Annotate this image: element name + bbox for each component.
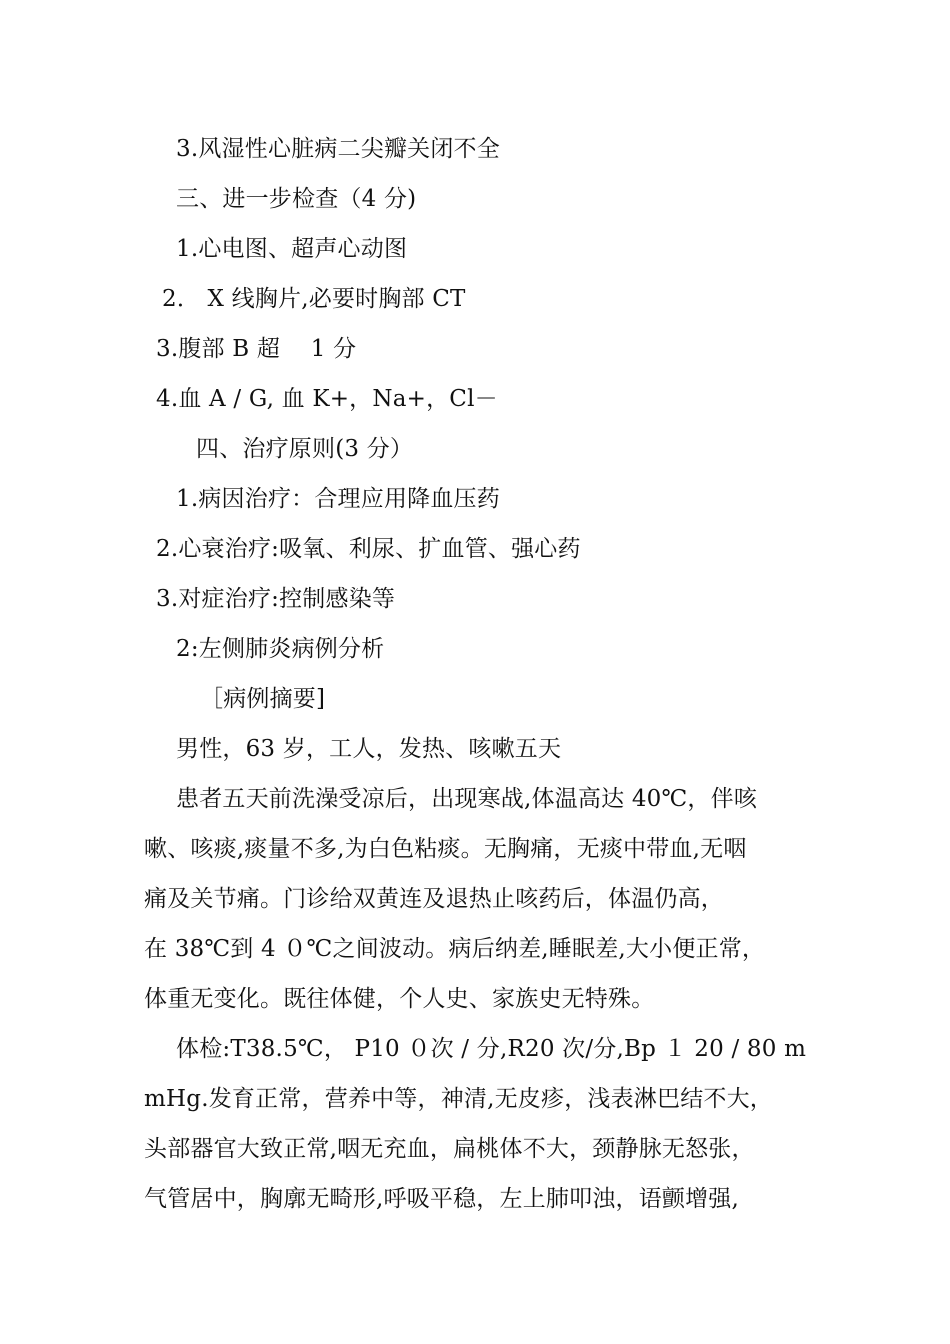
paragraph-exam-line-4: 气管居中，胸廓无畸形,呼吸平稳，左上肺叩浊，语颤增强,: [144, 1186, 740, 1212]
case-title: 2:左侧肺炎病例分析: [176, 636, 385, 662]
paragraph-history-line-5: 体重无变化。既往体健，个人史、家族史无特殊。: [144, 986, 655, 1012]
text-line-10: 3.对症治疗:控制感染等: [156, 586, 396, 612]
text-line-3: 1.心电图、超声心动图: [176, 236, 408, 262]
text-line-1: 3.风湿性心脏病二尖瓣关闭不全: [176, 136, 500, 162]
case-summary-heading: ［病例摘要]: [200, 686, 326, 712]
paragraph-exam-line-1: 体检:T38.5℃， P10 ０次 / 分,R20 次/分,Bp １ 20 / 80 m: [176, 1036, 807, 1062]
paragraph-history-line-4: 在 38℃到 4 ０℃之间波动。病后纳差,睡眠差,大小便正常，: [144, 936, 766, 962]
text-line-9: 2.心衰治疗:吸氧、利尿、扩血管、强心药: [156, 536, 581, 562]
text-line-6: 4.血 A / G, 血 K+，Na+，Cl－: [156, 386, 498, 412]
text-line-13: 男性，63 岁，工人，发热、咳嗽五天: [176, 736, 562, 762]
paragraph-exam-line-3: 头部器官大致正常,咽无充血，扁桃体不大，颈静脉无怒张，: [144, 1136, 755, 1162]
paragraph-history-line-1: 患者五天前洗澡受凉后，出现寒战,体温高达 40℃，伴咳: [176, 786, 758, 812]
text-line-8: 1.病因治疗：合理应用降血压药: [176, 486, 500, 512]
text-line-5: 3.腹部 B 超 1 分: [156, 336, 357, 362]
text-line-4: 2． X 线胸片,必要时胸部 CT: [162, 286, 466, 312]
paragraph-history-line-3: 痛及关节痛。门诊给双黄连及退热止咳药后，体温仍高，: [144, 886, 724, 912]
section-heading-further-exam: 三、进一步检查（4 分): [176, 186, 417, 212]
paragraph-exam-line-2: mHg.发育正常，营养中等，神清,无皮疹，浅表淋巴结不大，: [144, 1086, 774, 1112]
section-heading-treatment: 四、治疗原则(3 分）: [196, 436, 414, 462]
paragraph-history-line-2: 嗽、咳痰,痰量不多,为白色粘痰。无胸痛，无痰中带血,无咽: [144, 836, 747, 862]
